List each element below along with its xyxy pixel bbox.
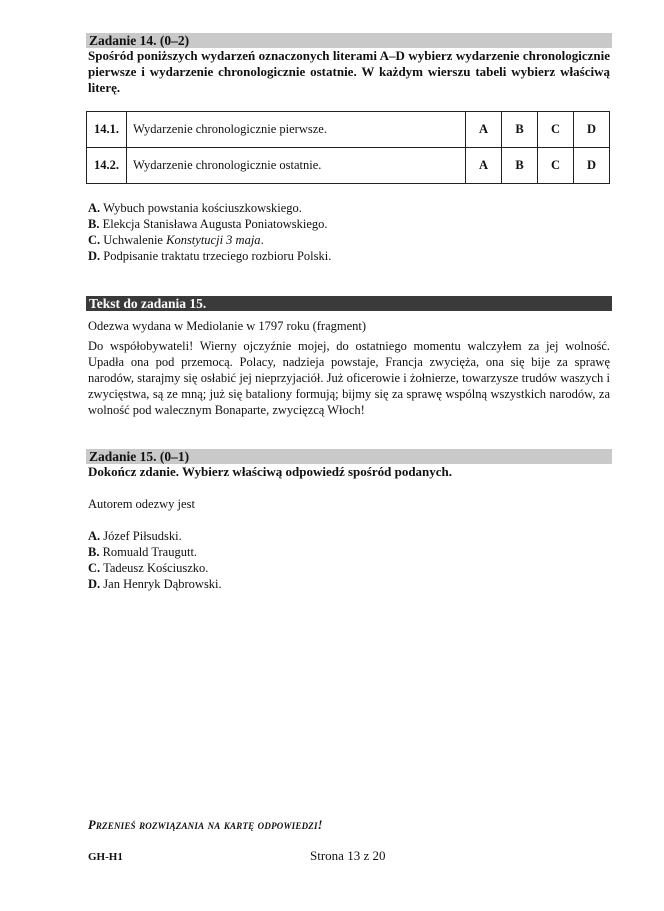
option-a[interactable]: A [466,148,502,184]
task15-instruction: Dokończ zdanie. Wybierz właściwą odpowiedź spośród podanych. [88,464,453,479]
answer-option-d[interactable]: D. Jan Henryk Dąbrowski. [88,577,222,591]
option-c[interactable]: C [538,112,574,148]
exam-code: GH-H1 [88,851,123,863]
task15-header: Zadanie 15. (0–1) [86,449,612,464]
option-b[interactable]: B [502,148,538,184]
task14-answer-table [86,111,610,184]
option-d[interactable]: D [574,148,610,184]
row-description: Wydarzenie chronologicznie ostatnie. [127,148,466,184]
answer-option-c[interactable]: C. Tadeusz Kościuszko. [88,561,209,575]
answer-option-a[interactable]: A. Józef Piłsudski. [88,529,182,543]
option-d[interactable]: D [574,112,610,148]
source-caption: Odezwa wydana w Mediolanie w 1797 roku (fragment) [88,319,367,333]
question-stem: Autorem odezwy jest [88,497,195,511]
option-b[interactable]: B [502,112,538,148]
task14-instruction: Spośród poniższych wydarzeń oznaczonych literami A–D wybierz wydarzenie chronologicznie pierwsze i wydarzenie chronologicznie ostatnie. W każdym wierszu tabeli wybierz właściwą literę. [88,48,610,95]
list-item: D. Podpisanie traktatu trzeciego rozbioru Polski. [88,249,332,263]
row-description: Wydarzenie chronologicznie pierwsze. [127,112,466,148]
row-number: 14.1. [87,112,127,148]
option-c[interactable]: C [538,148,574,184]
option-a[interactable]: A [466,112,502,148]
list-item: B. Elekcja Stanisława Augusta Poniatowskiego. [88,217,328,231]
answer-option-b[interactable]: B. Romuald Traugutt. [88,545,198,559]
table-row [87,112,610,148]
list-item: C. Uchwalenie Konstytucji 3 maja. [88,233,264,247]
table-row [87,148,610,184]
page-number: Strona 13 z 20 [310,848,386,863]
transfer-answers-note: Przenieś rozwiązania na kartę odpowiedzi! [88,818,323,832]
task14-event-list [88,200,331,264]
text15-header: Tekst do zadania 15. [86,296,612,311]
list-item: A. Wybuch powstania kościuszkowskiego. [88,201,302,215]
task14-header: Zadanie 14. (0–2) [86,33,612,48]
row-number: 14.2. [87,148,127,184]
source-text: Do współobywateli! Wierny ojczyźnie mojej, do ostatniego momentu walczyłem za jej wolność. Upadła ona pod przemocą. Polacy, nadzieja powstaje, Francja zwycięża, ona się bije za sprawę narodów, starajmy się osłabić jej nieprzyjaciół. Już oficerowie i żołnierze, towarzysze trudów waszych i zwycięstwa, są ze mną; już się bataliony formują; bijmy się za sprawę wspólną wszystkich narodów, za wolność pod walecznym Bonaparte, zwycięzcą Włoch! [88,339,610,417]
task15-answer-list [88,528,222,592]
